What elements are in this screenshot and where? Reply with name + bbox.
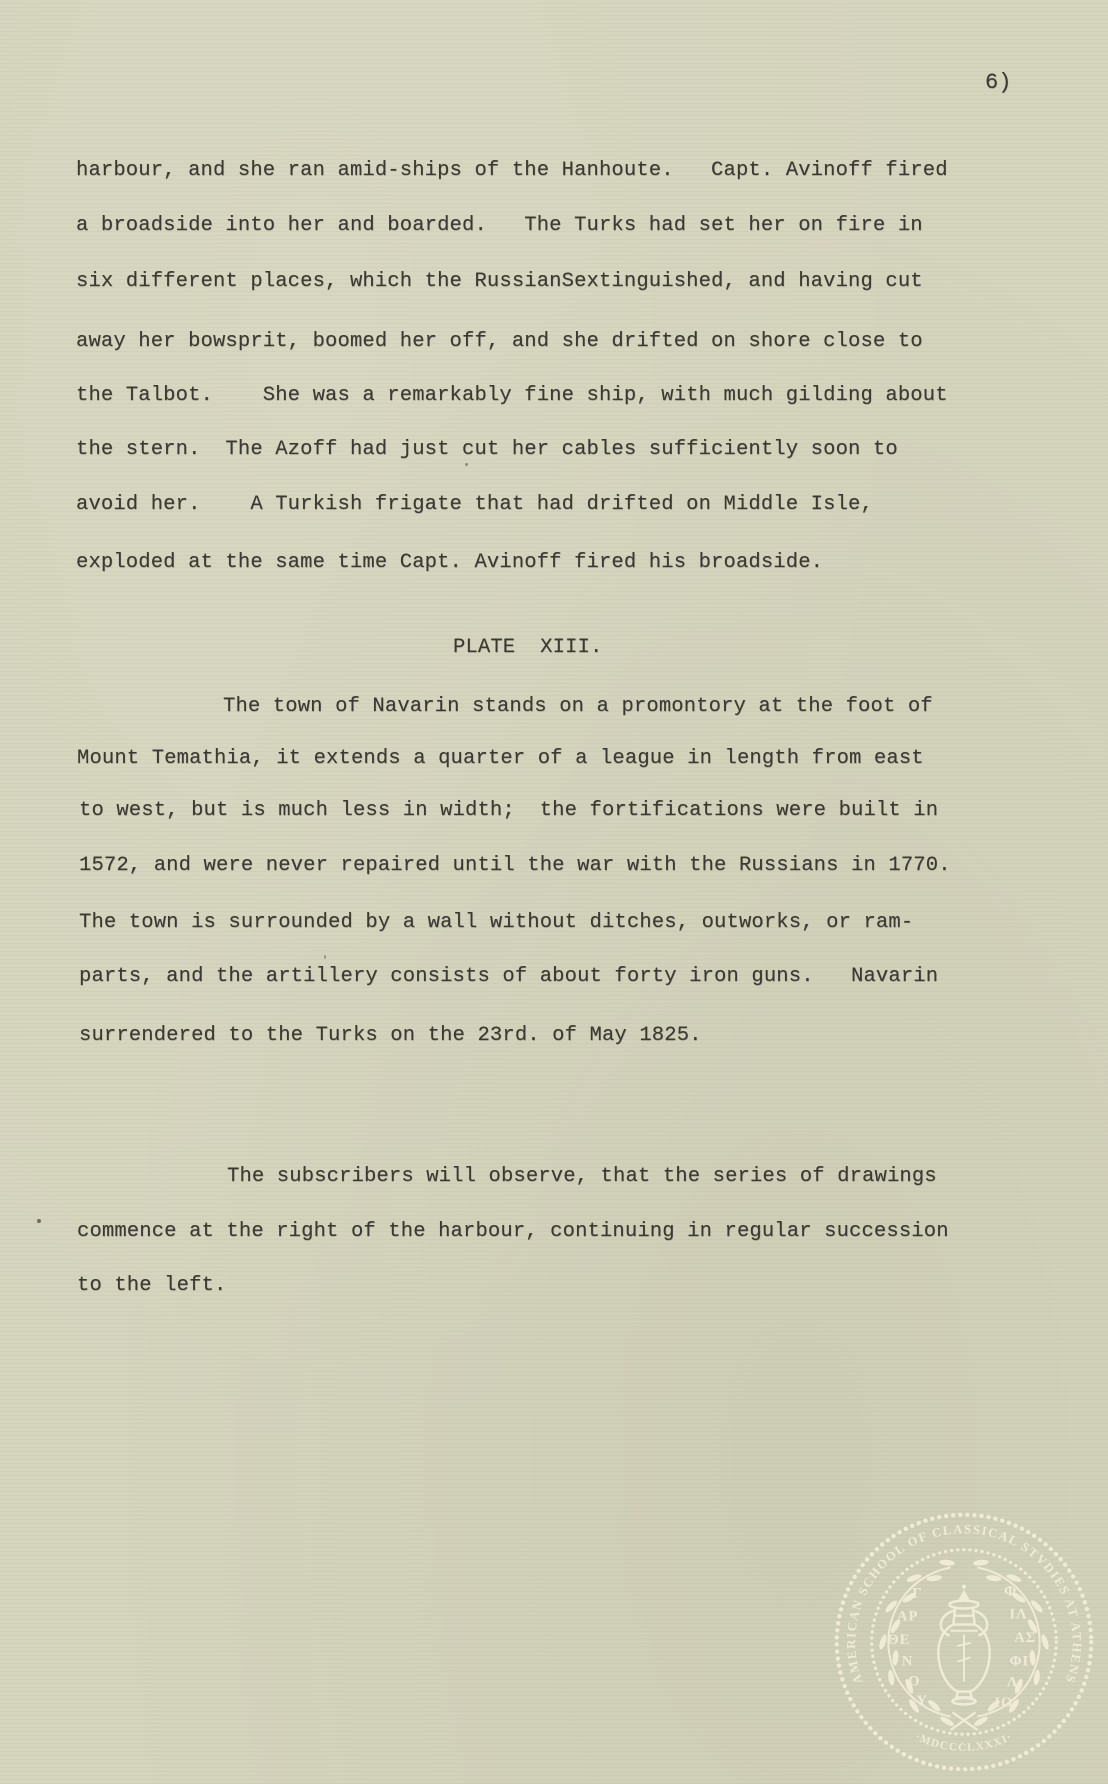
laurel-leaf: [973, 1559, 989, 1566]
typed-line: to west, but is much less in width; the fortifications were built in: [79, 799, 939, 822]
seal-founding-year: ·MDCCCLXXXI·: [913, 1730, 1015, 1754]
typed-line: The town is surrounded by a wall without ditches, outworks, or ram-: [79, 911, 914, 934]
typed-line: harbour, and she ran amid-ships of the Hanhoute. Capt. Avinoff fired: [76, 159, 948, 182]
typed-line: the Talbot. She was a remarkably fine ship, with much gilding about: [76, 384, 948, 407]
seal-greek-letter: Γ: [912, 1585, 923, 1602]
paper-speck: [37, 1219, 41, 1223]
typed-line: avoid her. A Turkish frigate that had drifted on Middle Isle,: [76, 493, 873, 516]
typed-line: commence at the right of the harbour, continuing in regular succession: [77, 1220, 949, 1243]
page-number: 6): [985, 70, 1012, 95]
seal-year-container: [913, 1731, 1015, 1754]
laurel-leaf: [1006, 1573, 1023, 1584]
typed-line: a broadside into her and boarded. The Turks had set her on fire in: [76, 214, 923, 237]
typed-line: The town of Navarin stands on a promontory at the foot of: [223, 695, 933, 718]
seal-greek-letter: Λ: [1006, 1674, 1019, 1691]
seal-greek-letter: ΑΣ: [1014, 1630, 1037, 1646]
typed-line: the stern. The Azoff had just cut her cables sufficiently soon to: [76, 438, 898, 461]
seal-greek-letter: ΦΙ: [1009, 1653, 1030, 1670]
typed-line: surrendered to the Turks on the 23rd. of May 1825.: [79, 1024, 702, 1047]
laurel-leaf: [878, 1634, 888, 1651]
laurel-leaf: [892, 1650, 899, 1666]
paper-speck: [465, 463, 468, 466]
seal-greek-letter: Φ: [1004, 1583, 1018, 1600]
paper-speck: [324, 955, 326, 959]
laurel-leaf: [906, 1573, 923, 1584]
seal-greek-letter: Ν: [901, 1653, 914, 1670]
typed-line: parts, and the artillery consists of about forty iron guns. Navarin: [79, 965, 939, 988]
amphora-icon: [938, 1584, 989, 1704]
seal-greek-letter: ΙΛ: [1009, 1606, 1028, 1623]
seal-greek-letter: Ο: [908, 1673, 921, 1690]
typed-line: away her bowsprit, boomed her off, and she drifted on shore close to: [76, 330, 923, 353]
seal-greek-letter: Υ: [916, 1693, 928, 1710]
seal-greek-letter: ΑΡ: [896, 1608, 919, 1625]
laurel-leaf: [1040, 1634, 1050, 1651]
seal-greek-letter: ΙΟ: [994, 1695, 1014, 1712]
laurel-leaf: [1029, 1650, 1036, 1666]
laurel-leaf: [939, 1559, 955, 1566]
typed-line: 1572, and were never repaired until the war with the Russians in 1770.: [79, 854, 951, 877]
ascsa-seal: [828, 1506, 1100, 1778]
typed-line: The subscribers will observe, that the series of drawings: [227, 1165, 937, 1188]
typed-line: Mount Temathia, it extends a quarter of a league in length from east: [77, 747, 924, 770]
plate-heading: PLATE XIII.: [453, 636, 603, 659]
typed-line: exploded at the same time Capt. Avinoff fired his broadside.: [76, 551, 824, 574]
laurel-leaf: [973, 1715, 989, 1728]
typed-line: to the left.: [77, 1274, 227, 1297]
seal-institution-text: AMERICAN SCHOOL OF CLASSICAL STVDIES AT ATHENS: [844, 1522, 1084, 1686]
laurel-leaf: [939, 1715, 955, 1728]
typed-line: six different places, which the RussianSextinguished, and having cut: [76, 270, 923, 293]
seal-greek-letter: ΘΕ: [887, 1631, 911, 1648]
